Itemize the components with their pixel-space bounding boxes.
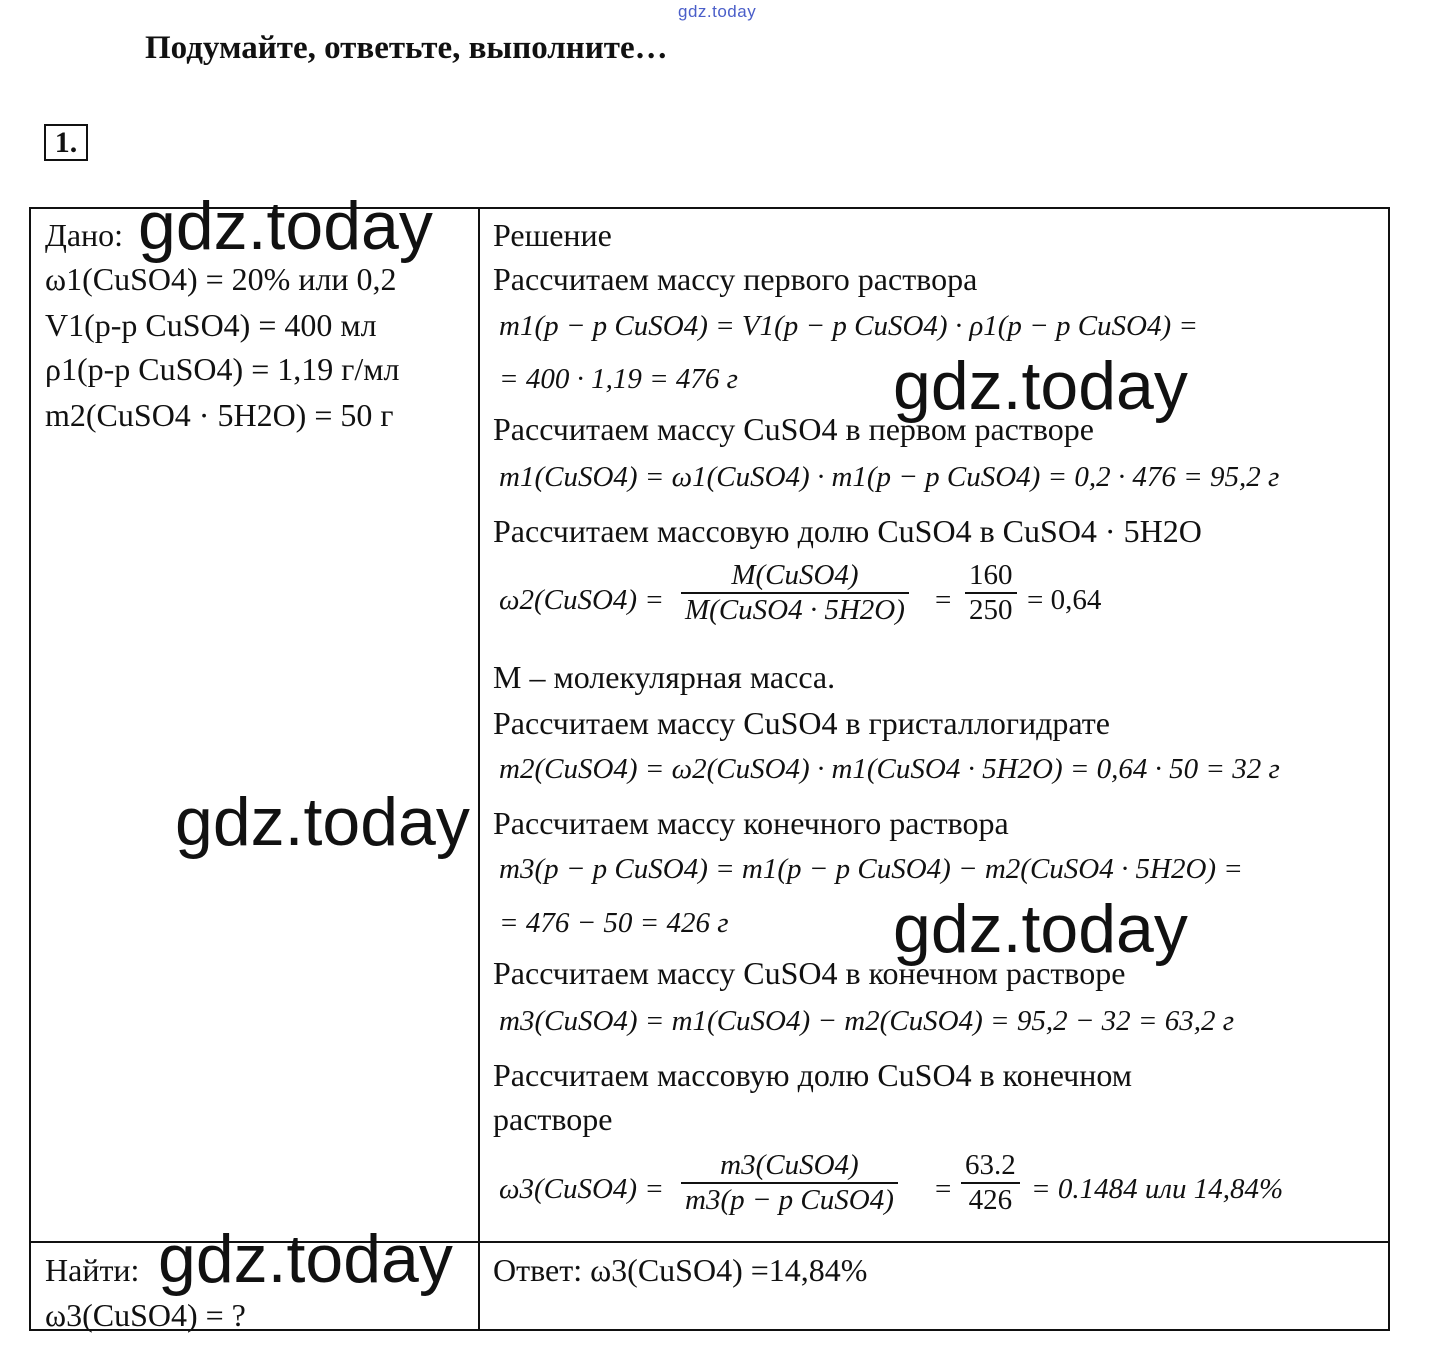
- watermark: gdz.today: [138, 188, 433, 264]
- numerator: m3(CuSO4): [720, 1149, 859, 1181]
- formula: m2(CuSO4) = ω2(CuSO4) · m1(CuSO4 · 5H2O) = 0,64 · 50 = 32 г: [499, 753, 1280, 785]
- equals: =: [935, 1173, 952, 1205]
- step-text: Рассчитаем массовую долю CuSO4 в CuSO4 · 5H2O: [493, 513, 1202, 549]
- numerator: 63.2: [965, 1149, 1016, 1181]
- formula: m3(CuSO4) = m1(CuSO4) − m2(CuSO4) = 95,2 − 32 = 63,2 г: [499, 1005, 1235, 1037]
- equals: =: [935, 584, 952, 616]
- formula: m1(p − p CuSO4) = V1(p − p CuSO4) · ρ1(p − p CuSO4) =: [499, 310, 1198, 342]
- step-text: Рассчитаем массу CuSO4 в первом растворе: [493, 411, 1094, 447]
- denominator: m3(p − p CuSO4): [685, 1184, 894, 1216]
- formula: ω3(CuSO4) =: [499, 1173, 664, 1205]
- step-text: Рассчитаем массу первого раствора: [493, 261, 978, 297]
- result: = 0.1484 или 14,84%: [1031, 1173, 1284, 1205]
- watermark: gdz.today: [893, 348, 1188, 424]
- formula: m1(CuSO4) = ω1(CuSO4) · m1(p − p CuSO4) = 0,2 · 476 = 95,2 г: [499, 461, 1280, 493]
- numerator: 160: [969, 559, 1013, 591]
- watermark: gdz.today: [158, 1221, 453, 1297]
- denominator: 426: [968, 1184, 1013, 1216]
- denominator: 250: [969, 594, 1013, 626]
- fraction: [681, 559, 909, 627]
- solution-heading: Решение: [493, 217, 612, 253]
- answer-text: Ответ: ω3(CuSO4) =14,84%: [493, 1252, 868, 1288]
- fraction: [961, 1149, 1020, 1217]
- denominator: M(CuSO4 · 5H2O): [685, 594, 905, 626]
- find-label: Найти:: [45, 1252, 140, 1288]
- find-line: ω3(CuSO4) = ?: [45, 1297, 246, 1333]
- watermark: gdz.today: [175, 784, 470, 860]
- numerator: M(CuSO4): [731, 559, 859, 591]
- step-text: Рассчитаем массу CuSO4 в гристаллогидрате: [493, 705, 1110, 741]
- given-line: ρ1(р-р CuSO4) = 1,19 г/мл: [45, 351, 400, 387]
- given-label: Дано:: [45, 217, 124, 253]
- note-text: М – молекулярная масса.: [493, 659, 836, 695]
- result: = 0,64: [1027, 584, 1102, 616]
- step-text: Рассчитаем массу CuSO4 в конечном растворе: [493, 955, 1126, 991]
- step-text: Рассчитаем массу конечного раствора: [493, 805, 1009, 841]
- formula: m3(p − p CuSO4) = m1(p − p CuSO4) − m2(CuSO4 · 5H2O) =: [499, 853, 1243, 885]
- fraction: [965, 559, 1017, 627]
- column-divider: [478, 209, 480, 1329]
- fraction: [681, 1149, 898, 1217]
- formula: ω2(CuSO4) =: [499, 584, 664, 616]
- watermark-small: gdz.today: [678, 2, 757, 21]
- watermark: gdz.today: [893, 891, 1188, 967]
- step-text: растворе: [493, 1101, 613, 1137]
- given-line: m2(CuSO4 · 5H2O) = 50 г: [45, 397, 394, 433]
- given-line: ω1(CuSO4) = 20% или 0,2: [45, 261, 397, 297]
- given-line: V1(р-р CuSO4) = 400 мл: [45, 307, 377, 343]
- step-text: Рассчитаем массовую долю CuSO4 в конечном: [493, 1057, 1132, 1093]
- page-title: Подумайте, ответьте, выполните…: [145, 30, 668, 66]
- formula: = 476 − 50 = 426 г: [499, 907, 729, 939]
- formula: = 400 · 1,19 = 476 г: [499, 363, 738, 395]
- task-number: 1.: [44, 124, 88, 161]
